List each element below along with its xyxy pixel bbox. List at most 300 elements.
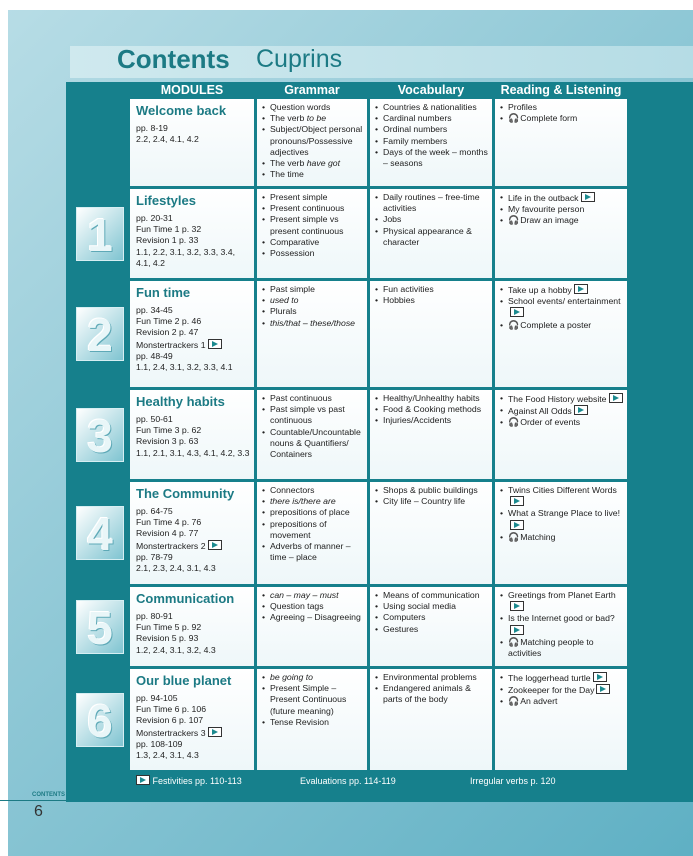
module-number: 2 [87,309,113,361]
reading-item-text: My favourite person [508,204,585,215]
video-icon[interactable] [574,284,588,294]
grammar-cell [257,482,367,584]
grammar-item-text: Possession [270,248,315,259]
module-line-text: pp. 94-105 [136,693,178,703]
video-icon[interactable] [510,625,524,635]
page-number: 6 [34,803,43,820]
vocabulary-item [374,295,488,306]
grammar-item [261,318,363,329]
module-line [136,739,250,750]
grammar-cell [257,669,367,770]
vocabulary-item [374,102,488,113]
vocabulary-item-text: Using social media [383,601,456,612]
vocabulary-item-text: Environmental problems [383,672,477,682]
module-line-text: 1.3, 2.4, 3.1, 4.3 [136,750,199,761]
grammar-item [261,192,363,203]
grammar-item [261,284,363,295]
grammar-item-text: Comparative [270,236,320,247]
side-contents-label: CONTENTS [32,792,65,798]
module-line [136,123,250,134]
module-line-text: Fun Time 4 p. 76 [136,517,202,528]
vocabulary-item [374,124,488,135]
grammar-cell [257,189,367,278]
vocabulary-list [374,284,488,306]
reading-item-text: Complete form [520,113,578,124]
grammar-item [261,496,363,507]
module-line [136,414,250,425]
reading-item [499,532,623,543]
vocabulary-item [374,192,488,214]
vocabulary-list [374,672,488,706]
module-number-badge [76,600,124,654]
reading-list [499,393,623,429]
module-cell [130,390,254,479]
grammar-item [261,102,363,113]
header-reading-listening: Reading & Listening [500,83,622,97]
vocabulary-cell [370,390,492,479]
module-line-text: 1.1, 2.2, 3.1, 3.2, 3.3, 3.4, 4.1, 4.2 [136,246,236,268]
video-icon[interactable] [593,672,607,682]
reading-item-text: Take up a hobby [508,285,572,295]
reading-item [499,508,623,531]
vocabulary-item [374,624,488,635]
module-line-text: Revision 2 p. 47 [136,327,199,338]
module-line-text: Monstertrackers 3 [136,727,206,738]
grammar-item-text: Agreeing – Disagreeing [270,612,361,623]
grammar-item [261,485,363,496]
reading-cell [495,189,627,278]
headphones-icon[interactable]: 🎧 [508,215,520,226]
grammar-list [261,590,363,624]
vocabulary-cell [370,482,492,584]
module-number-badge [76,207,124,261]
reading-item-text: Profiles [508,102,537,112]
module-line-text: Revision 4 p. 77 [136,528,199,539]
grammar-item [261,590,363,601]
reading-list [499,284,623,331]
reading-item-text: Matching [520,531,556,542]
module-cell [130,587,254,666]
module-cell [130,669,254,770]
reading-item-text: School events/ entertainment [508,296,621,307]
grammar-item-text: Question tags [270,601,324,612]
grammar-cell [257,390,367,479]
video-icon[interactable] [596,684,610,694]
video-icon[interactable] [510,601,524,611]
footer-evaluations[interactable]: Evaluations pp. 114-119 [300,776,396,786]
side-divider [0,800,66,801]
vocabulary-item [374,214,488,225]
module-line-text: Fun Time 3 p. 62 [136,425,202,436]
reading-list [499,485,623,543]
module-line [136,528,250,539]
module-line-text: pp. 48-49 [136,350,173,361]
module-line [136,224,250,235]
reading-item [499,393,623,405]
vocabulary-item [374,672,488,683]
module-line-text: Monstertrackers 2 [136,540,206,551]
module-line [136,611,250,622]
vocabulary-item [374,113,488,124]
grammar-item [261,158,363,169]
grammar-item-text: The time [270,169,304,180]
page-title: Contents [117,44,230,74]
video-icon[interactable] [208,540,222,550]
vocabulary-cell [370,189,492,278]
grammar-item-text: be going to [270,672,313,682]
footer-festivities-label: Festivities pp. 110-113 [152,776,242,786]
vocabulary-item-text: Family members [383,135,448,146]
grammar-item-text: Tense Revision [270,716,329,727]
grammar-item-text: Countable/Uncountable nouns & Quantifiers/ Containers [270,426,361,460]
grammar-item [261,169,363,180]
vocabulary-item-text: Jobs [383,214,402,225]
module-cell [130,482,254,584]
module-line [136,362,250,373]
module-line-text: 1.2, 2.4, 3.1, 3.2, 4.3 [136,644,216,655]
grammar-item-text: Subject/Object personal pronouns/Possessive adjectives [270,124,363,157]
module-number: 3 [87,410,113,462]
video-icon[interactable] [581,192,595,202]
module-title[interactable]: Communication [136,591,235,606]
reading-item-text: Order of events [520,417,581,428]
module-line-text: Revision 5 p. 93 [136,633,199,644]
header-vocabulary: Vocabulary [397,83,465,97]
module-line [136,633,250,644]
vocabulary-item-text: Gestures [383,623,419,634]
module-line [136,540,250,552]
grammar-item-text: Present Simple – Present Continuous (future meaning) [270,683,347,716]
vocabulary-item-text: Cardinal numbers [383,113,452,124]
vocabulary-cell [370,669,492,770]
reading-item [499,613,623,636]
module-line-text: pp. 50-61 [136,414,173,424]
reading-item-text: Against All Odds [508,406,572,417]
reading-cell [495,390,627,479]
headphones-icon[interactable]: 🎧 [508,696,520,707]
grammar-item [261,683,363,717]
grammar-list [261,393,363,460]
module-line-text: 1.1, 2.1, 3.1, 4.3, 4.1, 4.2, 3.3 [136,447,250,458]
video-icon[interactable] [208,727,222,737]
module-title[interactable]: Healthy habits [136,394,225,409]
vocabulary-cell [370,281,492,387]
grammar-item-text: can – may – must [270,590,339,600]
vocabulary-item-text: Daily routines – free-time activities [383,192,480,214]
module-cell [130,281,254,387]
module-number-badge [76,408,124,462]
vocabulary-item [374,136,488,147]
vocabulary-item-text: Days of the week – months – seasons [383,146,488,169]
grammar-item [261,113,363,124]
module-line-text: Revision 6 p. 107 [136,715,204,726]
grammar-item-text: Adverbs of manner – time – place [270,541,351,563]
reading-item-text: What a Strange Place to live! [508,508,621,519]
grammar-item [261,295,363,306]
module-cell [130,99,254,186]
grammar-item [261,519,363,541]
module-line [136,727,250,739]
module-number: 5 [87,602,113,654]
reading-item [499,284,623,296]
video-icon[interactable] [609,393,623,403]
module-line-text: Fun Time 1 p. 32 [136,224,202,235]
grammar-item-text: The verb [270,113,307,124]
reading-item-text: The Food History website [508,394,607,404]
video-icon[interactable] [510,307,524,317]
vocabulary-item [374,683,488,705]
video-icon [136,775,150,785]
module-number: 1 [87,209,113,261]
reading-item-text: Zookeeper for the Day [508,685,595,696]
vocabulary-item [374,393,488,404]
grammar-item [261,507,363,518]
reading-item [499,590,623,613]
grammar-item [261,203,363,214]
grammar-item-text: used to [270,295,299,306]
grammar-item-text: Present continuous [270,203,345,214]
module-line-text: Monstertrackers 1 [136,339,206,350]
grammar-item [261,393,363,404]
module-line-text: 2.2, 2.4, 4.1, 4.2 [136,134,199,145]
grammar-list [261,485,363,563]
header-modules: MODULES [160,83,224,97]
vocabulary-item-text: Computers [383,612,426,623]
reading-item [499,102,623,113]
grammar-item-text: Question words [270,102,331,112]
reading-item-text: An advert [520,696,558,707]
vocabulary-item-text: Physical appearance & character [383,225,472,247]
module-line-text: pp. 78-79 [136,551,173,562]
module-line [136,750,250,761]
module-line [136,715,250,726]
grammar-cell [257,587,367,666]
reading-item [499,320,623,331]
video-icon[interactable] [510,520,524,530]
module-number-badge [76,693,124,747]
reading-cell [495,587,627,666]
reading-item-text: Twins Cities Different Words [508,485,617,495]
module-cell [130,189,254,278]
module-line [136,563,250,574]
module-line [136,213,250,224]
headphones-icon[interactable]: 🎧 [508,319,520,330]
grammar-item-text: Past simple [270,284,315,294]
reading-item [499,204,623,215]
grammar-list [261,284,363,329]
module-line-text: pp. 8-19 [136,123,168,133]
video-icon[interactable] [208,339,222,349]
grammar-item-text: Present simple [270,192,328,202]
module-line-text: pp. 108-109 [136,738,183,749]
reading-item-text: Matching people to activities [508,636,594,659]
reading-item [499,485,623,508]
reading-cell [495,281,627,387]
module-line [136,235,250,246]
vocabulary-item [374,147,488,169]
grammar-item-text: Connectors [270,485,315,495]
vocabulary-item-text: Shops & public buildings [383,485,478,495]
grammar-item [261,427,363,461]
vocabulary-cell [370,587,492,666]
reading-item [499,684,623,696]
headphones-icon[interactable]: 🎧 [508,531,520,542]
reading-item [499,192,623,204]
headphones-icon[interactable]: 🎧 [508,417,520,428]
grammar-list [261,672,363,728]
reading-list [499,590,623,659]
reading-item [499,637,623,659]
module-number-badge [76,506,124,560]
vocabulary-cell [370,99,492,186]
grammar-item-text: Past simple vs past continuous [270,404,345,426]
module-line [136,448,250,459]
reading-list [499,672,623,708]
module-line-text: pp. 80-91 [136,611,173,621]
module-line [136,425,250,436]
module-number: 4 [87,508,113,560]
module-number: 6 [87,695,113,747]
reading-item [499,296,623,319]
module-line [136,134,250,145]
headphones-icon[interactable]: 🎧 [508,636,520,647]
module-line [136,247,250,269]
vocabulary-item [374,284,488,295]
vocabulary-item-text: Healthy/Unhealthy habits [383,393,480,403]
reading-item [499,696,623,707]
module-line-text: pp. 34-45 [136,305,173,315]
reading-item [499,417,623,428]
vocabulary-item [374,590,488,601]
module-title[interactable]: Lifestyles [136,193,196,208]
vocabulary-item [374,496,488,507]
vocabulary-item [374,612,488,623]
module-number-badge [76,307,124,361]
module-title[interactable]: Welcome back [136,103,227,118]
module-line-text: pp. 64-75 [136,506,173,516]
module-line [136,339,250,351]
vocabulary-item-text: Food & Cooking methods [383,404,482,415]
grammar-item [261,672,363,683]
header-grammar: Grammar [284,83,340,97]
grammar-item-text: prepositions of movement [270,518,327,540]
reading-item-text: Greetings from Planet Earth [508,590,616,600]
headphones-icon[interactable]: 🎧 [508,113,520,124]
module-title[interactable]: The Community [136,486,235,501]
module-line [136,305,250,316]
vocabulary-list [374,485,488,507]
vocabulary-item [374,404,488,415]
reading-item [499,405,623,417]
reading-item [499,672,623,684]
vocabulary-item [374,485,488,496]
reading-item [499,113,623,124]
vocabulary-item-text: Injuries/Accidents [383,415,452,426]
module-line-text: 2.1, 2.3, 2.4, 3.1, 4.3 [136,563,216,574]
module-line [136,622,250,633]
reading-list [499,192,623,227]
vocabulary-list [374,102,488,169]
grammar-item [261,404,363,426]
module-line-text: 1.1, 2.4, 3.1, 3.2, 3.3, 4.1 [136,362,233,373]
video-icon[interactable] [574,405,588,415]
grammar-item-text: Plurals [270,306,297,317]
reading-item-text: Draw an image [520,215,579,226]
grammar-item-text: this/that – these/those [270,317,356,328]
module-line-text: Revision 3 p. 63 [136,436,199,447]
module-line [136,327,250,338]
grammar-item-text: The verb [270,158,307,169]
grammar-item [261,306,363,317]
grammar-item-text: Present simple vs present continuous [270,214,344,236]
vocabulary-item-text: Means of communication [383,590,480,600]
module-line-text: Revision 1 p. 33 [136,235,199,246]
grammar-item [261,601,363,612]
grammar-item-text: Past continuous [270,393,332,403]
reading-item-text: Complete a poster [520,319,592,330]
grammar-item-text: there is/there are [270,496,336,507]
reading-item [499,215,623,226]
module-line [136,693,250,704]
grammar-item [261,124,363,158]
grammar-item-italic: to be [306,113,327,124]
vocabulary-list [374,393,488,427]
module-line-text: Fun Time 6 p. 106 [136,704,207,715]
grammar-item-italic: have got [306,158,341,169]
module-title[interactable]: Fun time [136,285,191,300]
grammar-item [261,214,363,236]
module-line [136,351,250,362]
grammar-cell [257,281,367,387]
reading-item-text: Is the Internet good or bad? [508,613,615,624]
grammar-item [261,541,363,563]
grammar-list [261,102,363,180]
module-line [136,506,250,517]
reading-cell [495,669,627,770]
vocabulary-item-text: Fun activities [383,284,434,294]
footer-irregular-verbs[interactable]: Irregular verbs p. 120 [470,776,556,786]
module-line [136,436,250,447]
vocabulary-list [374,192,488,248]
module-line [136,704,250,715]
module-line [136,517,250,528]
module-title[interactable]: Our blue planet [136,673,232,688]
grammar-item-text: prepositions of place [270,507,350,518]
footer-festivities[interactable] [134,772,242,790]
reading-item-text: Life in the outback [508,193,579,203]
grammar-item [261,612,363,623]
vocabulary-item [374,601,488,612]
module-line [136,316,250,327]
vocabulary-item-text: Endangered animals & parts of the body [383,683,471,705]
vocabulary-list [374,590,488,635]
grammar-item [261,248,363,259]
grammar-item [261,717,363,728]
module-line-text: pp. 20-31 [136,213,173,223]
reading-cell [495,482,627,584]
reading-list [499,102,623,124]
reading-item-text: The loggerhead turtle [508,673,591,683]
module-line-text: Fun Time 5 p. 92 [136,622,202,633]
grammar-item [261,237,363,248]
vocabulary-item [374,226,488,248]
vocabulary-item-text: Hobbies [383,295,415,306]
video-icon[interactable] [510,496,524,506]
module-line [136,552,250,563]
page-left-margin [0,0,8,856]
grammar-cell [257,99,367,186]
reading-cell [495,99,627,186]
